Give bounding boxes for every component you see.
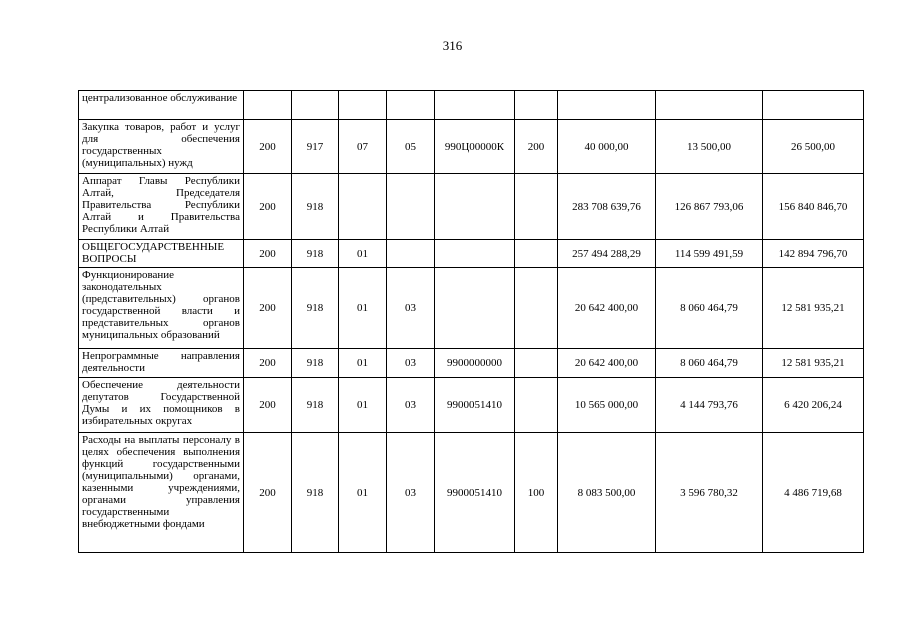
amount-approved-cell: 283 708 639,76: [558, 174, 656, 240]
section-code-cell: 918: [292, 433, 339, 553]
expense-type-cell: [515, 240, 558, 268]
expense-type-cell: [515, 268, 558, 349]
amount-approved-cell: 40 000,00: [558, 120, 656, 174]
ministry-code-cell: 200: [244, 174, 292, 240]
row-name-cell: централизованное обслуживание: [79, 91, 244, 120]
ministry-code-cell: 200: [244, 378, 292, 433]
article-code-cell: 03: [387, 433, 435, 553]
subsection-code-cell: 01: [339, 268, 387, 349]
row-name-cell: ОБЩЕГОСУДАРСТВЕННЫЕ ВОПРОСЫ: [79, 240, 244, 268]
amount-remaining-cell: 12 581 935,21: [763, 268, 864, 349]
article-code-cell: 03: [387, 378, 435, 433]
section-code-cell: 918: [292, 349, 339, 378]
amount-executed-cell: 126 867 793,06: [656, 174, 763, 240]
amount-remaining-cell: 26 500,00: [763, 120, 864, 174]
table-row: [79, 91, 864, 120]
expense-type-cell: 100: [515, 433, 558, 553]
amount-approved-cell: 257 494 288,29: [558, 240, 656, 268]
amount-remaining-cell: 142 894 796,70: [763, 240, 864, 268]
row-name-cell: Функционирование законодательных (представительных) органов государственной власти и представительных органов муниципальных образований: [79, 268, 244, 349]
target-article-cell: 9900000000: [435, 349, 515, 378]
expense-type-cell: [515, 174, 558, 240]
amount-executed-cell: 4 144 793,76: [656, 378, 763, 433]
target-article-cell: [435, 91, 515, 120]
target-article-cell: [435, 240, 515, 268]
row-name-cell: Аппарат Главы Республики Алтай, Председателя Правительства Республики Алтай и Правительства Республики Алтай: [79, 174, 244, 240]
target-article-cell: 9900051410: [435, 378, 515, 433]
table-row: [79, 174, 864, 240]
amount-remaining-cell: 4 486 719,68: [763, 433, 864, 553]
target-article-cell: [435, 268, 515, 349]
article-code-cell: [387, 174, 435, 240]
table-row: [79, 240, 864, 268]
subsection-code-cell: 01: [339, 378, 387, 433]
section-code-cell: 918: [292, 240, 339, 268]
article-code-cell: [387, 240, 435, 268]
ministry-code-cell: 200: [244, 268, 292, 349]
amount-executed-cell: 8 060 464,79: [656, 349, 763, 378]
subsection-code-cell: [339, 91, 387, 120]
amount-executed-cell: 8 060 464,79: [656, 268, 763, 349]
ministry-code-cell: 200: [244, 120, 292, 174]
budget-table: [78, 90, 864, 553]
article-code-cell: 05: [387, 120, 435, 174]
article-code-cell: 03: [387, 349, 435, 378]
amount-executed-cell: 114 599 491,59: [656, 240, 763, 268]
table-row: [79, 349, 864, 378]
expense-type-cell: [515, 91, 558, 120]
amount-remaining-cell: [763, 91, 864, 120]
amount-executed-cell: 3 596 780,32: [656, 433, 763, 553]
section-code-cell: 917: [292, 120, 339, 174]
table-row: [79, 433, 864, 553]
amount-approved-cell: 10 565 000,00: [558, 378, 656, 433]
page-number: 316: [442, 38, 463, 53]
article-code-cell: 03: [387, 268, 435, 349]
ministry-code-cell: 200: [244, 433, 292, 553]
row-name-cell: Непрограммные направления деятельности: [79, 349, 244, 378]
section-code-cell: 918: [292, 268, 339, 349]
amount-executed-cell: 13 500,00: [656, 120, 763, 174]
amount-approved-cell: [558, 91, 656, 120]
expense-type-cell: [515, 378, 558, 433]
target-article-cell: 9900051410: [435, 433, 515, 553]
subsection-code-cell: 01: [339, 349, 387, 378]
amount-remaining-cell: 12 581 935,21: [763, 349, 864, 378]
ministry-code-cell: [244, 91, 292, 120]
amount-executed-cell: [656, 91, 763, 120]
ministry-code-cell: 200: [244, 240, 292, 268]
row-name-cell: Закупка товаров, работ и услуг для обеспечения государственных (муниципальных) нужд: [79, 120, 244, 174]
subsection-code-cell: [339, 174, 387, 240]
section-code-cell: [292, 91, 339, 120]
amount-approved-cell: 20 642 400,00: [558, 349, 656, 378]
ministry-code-cell: 200: [244, 349, 292, 378]
section-code-cell: 918: [292, 378, 339, 433]
amount-approved-cell: 8 083 500,00: [558, 433, 656, 553]
row-name-cell: Расходы на выплаты персоналу в целях обеспечения выполнения функций государственными (муниципальными) органами, казенными учреждениями, органами управления государственными внебюджетными фондами: [79, 433, 244, 553]
subsection-code-cell: 01: [339, 433, 387, 553]
section-code-cell: 918: [292, 174, 339, 240]
target-article-cell: 990Ц00000К: [435, 120, 515, 174]
table-row: [79, 378, 864, 433]
table-row: [79, 120, 864, 174]
expense-type-cell: 200: [515, 120, 558, 174]
amount-approved-cell: 20 642 400,00: [558, 268, 656, 349]
subsection-code-cell: 01: [339, 240, 387, 268]
article-code-cell: [387, 91, 435, 120]
target-article-cell: [435, 174, 515, 240]
amount-remaining-cell: 6 420 206,24: [763, 378, 864, 433]
subsection-code-cell: 07: [339, 120, 387, 174]
row-name-cell: Обеспечение деятельности депутатов Государственной Думы и их помощников в избирательных округах: [79, 378, 244, 433]
amount-remaining-cell: 156 840 846,70: [763, 174, 864, 240]
table-row: [79, 268, 864, 349]
expense-type-cell: [515, 349, 558, 378]
